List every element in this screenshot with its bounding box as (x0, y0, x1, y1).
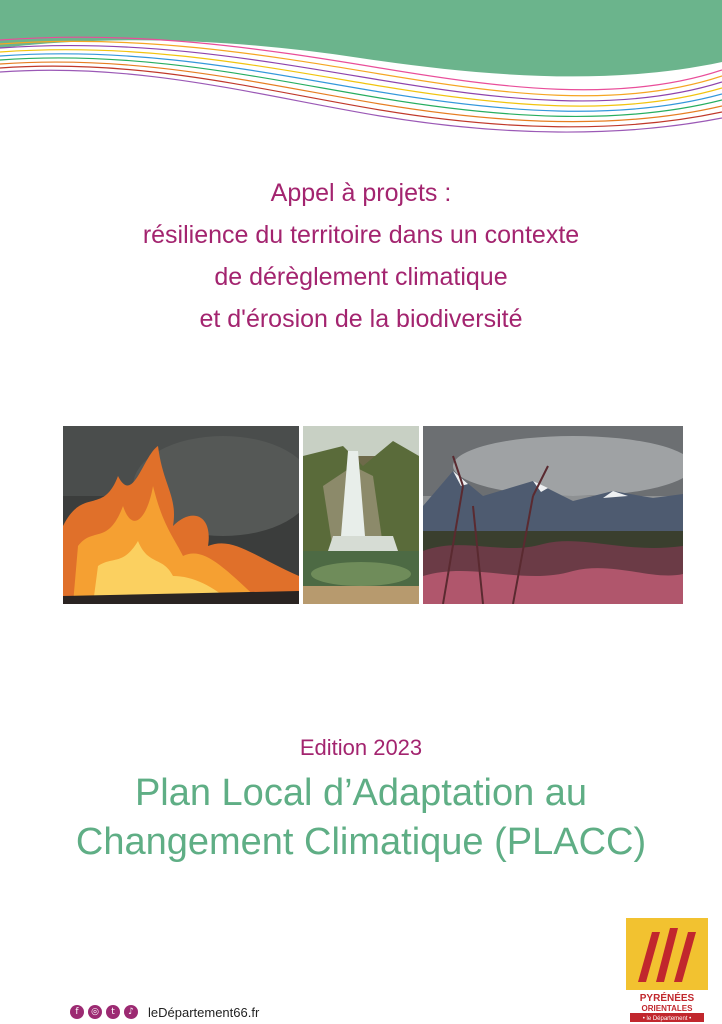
departement-logo (626, 918, 708, 1022)
call-for-projects-title (0, 172, 722, 340)
social-links (70, 1003, 259, 1021)
website-link[interactable]: leDépartement66.fr (148, 1004, 260, 1020)
call-title-line: Appel à projets : (270, 179, 452, 207)
call-title-line: résilience du territoire dans un contexte (142, 221, 580, 249)
blossom-mountain-photo (423, 426, 683, 604)
wildfire-photo (63, 426, 299, 604)
logo-text-line1: PYRÉNÉES (639, 993, 695, 1004)
twitter-icon[interactable]: t (106, 1005, 120, 1019)
main-title-line: Changement Climatique (PLACC) (75, 821, 647, 863)
logo-text-line3: • le Département • (642, 1016, 692, 1022)
instagram-icon[interactable]: ◎ (88, 1005, 102, 1019)
call-title-line: et d'érosion de la biodiversité (199, 305, 523, 333)
logo-text-line2: ORIENTALES (641, 1004, 693, 1013)
call-title-line: de dérèglement climatique (214, 263, 508, 291)
facebook-icon[interactable]: f (70, 1005, 84, 1019)
tiktok-icon[interactable]: ♪ (124, 1005, 138, 1019)
waterfall-photo (303, 426, 419, 604)
main-title-line: Plan Local d’Adaptation au (134, 772, 588, 814)
header-wave-banner (0, 0, 722, 150)
edition-label: Edition 2023 (299, 735, 423, 760)
main-title (0, 769, 722, 867)
